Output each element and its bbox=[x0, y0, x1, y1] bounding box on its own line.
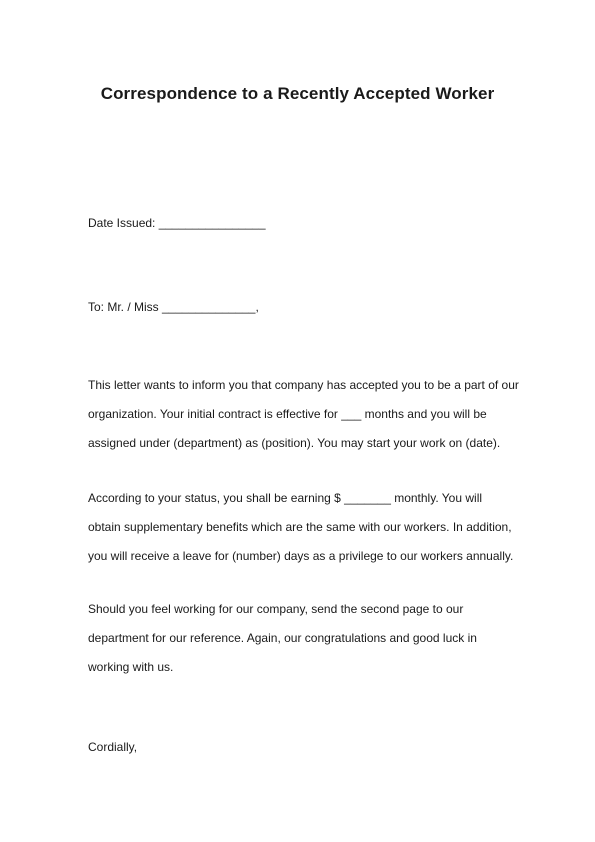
paragraph-line: department for our reference. Again, our congratulations and good luck in bbox=[88, 631, 477, 645]
paragraph-closing-remarks bbox=[88, 601, 528, 688]
paragraph-line: Should you feel working for our company, send the second page to our bbox=[88, 602, 464, 616]
paragraph-compensation bbox=[88, 490, 528, 577]
paragraph-acceptance bbox=[88, 377, 528, 464]
paragraph-line: organization. Your initial contract is effective for ___ months and you will be bbox=[88, 407, 487, 421]
paragraph-line: assigned under (department) as (position). You may start your work on (date). bbox=[88, 436, 501, 450]
paragraph-line: According to your status, you shall be earning $ _______ monthly. You will bbox=[88, 491, 483, 505]
closing-salutation: Cordially, bbox=[88, 740, 138, 754]
paragraph-line: This letter wants to inform you that company has accepted you to be a part of our bbox=[88, 378, 519, 392]
recipient-line: To: Mr. / Miss ______________, bbox=[88, 300, 259, 314]
paragraph-line: you will receive a leave for (number) days as a privilege to our workers annually. bbox=[88, 549, 514, 563]
document-title: Correspondence to a Recently Accepted Worker bbox=[100, 84, 495, 103]
paragraph-line: obtain supplementary benefits which are the same with our workers. In addition, bbox=[88, 520, 512, 534]
date-issued-line: Date Issued: ________________ bbox=[88, 216, 266, 230]
paragraph-line: working with us. bbox=[88, 660, 174, 674]
